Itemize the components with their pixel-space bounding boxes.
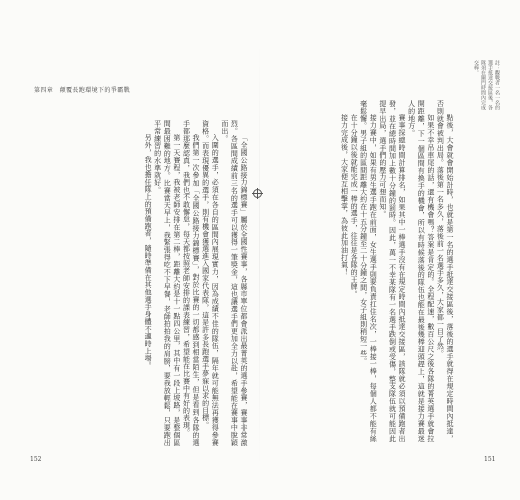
side-note: 註：觀戰者一名一名的選手抵達交接區後，各隊須在關門時間內完成交棒。: [473, 60, 500, 110]
crosshair-icon: [253, 189, 262, 198]
page-number-left: 152: [30, 456, 42, 463]
left-page-body: [48, 120, 248, 446]
page-gutter: [259, 40, 260, 470]
right-page-body: [268, 100, 454, 442]
paragraph: 接力賽中，如果有男生選手跑在前面，女生選手則要負責扛住名次，一棒接一棒，每個人都不能有絲毫鬆懈。男子組的區間距離大約在十五分鐘至二十分鐘之間，女子組則稍短一些。: [359, 100, 378, 442]
paragraph: 接力完成後，大家便互相擊掌，為彼此加油打氣！: [340, 114, 349, 276]
paragraph: 第一天賽程，我被老師安排在第二棒，距離大約是十一點四公里，其中有一段上坡路，是整個區間最困難的地方。比賽當天早上，我緊張得吃不下早餐，老師拍拍我的肩膀，要我放輕鬆，只要跑出平常練習的水準就好。: [153, 120, 181, 446]
page-number-right: 151: [484, 456, 496, 463]
paragraph: 另外，我也擔任隊上的預備跑者，隨時準備在其他選手身體不適時上場。: [144, 134, 153, 370]
paragraph: 如果不幸吊車尾的話，還有機會嗎？答案是肯定的。全程配速，數百公尺之後各隊的菁英選手就會拉開距離，下一個區間有換手的機會，所以有時候落後的隊伍也能在最後幾棒迎頭趕上，這就是接力賽最迷人的地方。: [407, 100, 435, 442]
paragraph: 入圍的選手，必須在各自的區間內展現實力，因為成績不佳的隊伍，隔年就可能無法再獲得參賽資格。而表現優異的選手，則有機會獲選進入國家代表隊，這是許多長跑選手夢寐以求的目標。: [201, 120, 220, 446]
paragraph: 賽事採總時間計算排名，如果其中一棒選手沒有在規定時間內抵達交接區，該隊就必須以預備跑者出發，並在總時間加上數十分鐘的罰時。因此，萬一不幸某隊有一名選手跌倒或受傷，整支隊伍就可能因此提早出局，選手們的壓力可想而知。: [378, 100, 407, 442]
paragraph: 在十分鐘以後就能完成一棒的選手，往往是各隊的王牌。: [350, 114, 359, 298]
paragraph: 點後，大會就會開始計時，也就是第一名的選手抵達交接區後，落後的選手就得在規定時間內抵達，否則就會被判出局。落後第一名多久，落後前一名選手多久，大家都一目了然。: [436, 100, 454, 442]
paragraph: 我們第一次參加「全國公路接力錦標賽」，對於比賽的一切都感到相當陌生，但是看到各隊的選手都那麼認真，我們也不敢懈怠，每天都按照老師安排的課表練習，希望能在比賽中有好的表現。: [182, 120, 201, 446]
paragraph: 「全國公路接力錦標賽」屬於全國性賽事，各縣市單位都會派出最菁英的選手參賽，賽事非常激烈。各區間成績前三名的選手可以獲得一筆獎金，這也讓選手們更加全力以赴，希望能在賽事中脫穎而出。: [220, 120, 248, 446]
chapter-header: 第四章 顛覆長跑環境下的爭霸戰: [34, 87, 131, 94]
